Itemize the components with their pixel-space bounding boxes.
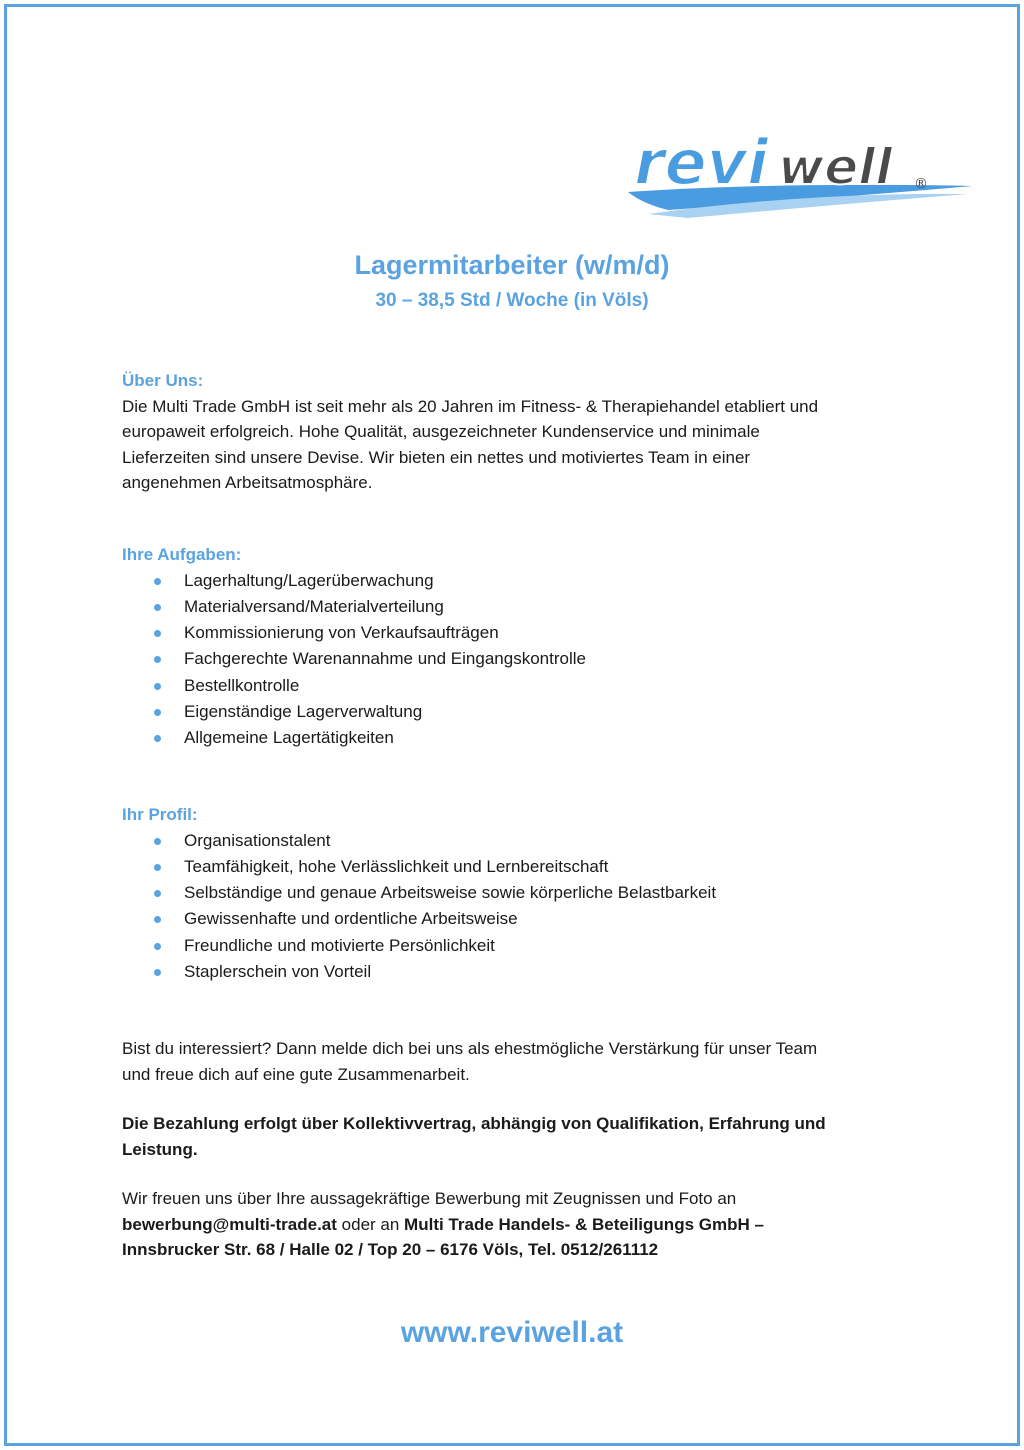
bullet-icon (154, 864, 161, 871)
list-item: Fachgerechte Warenannahme und Eingangskontrolle (122, 646, 912, 672)
logo-text-revi: revi (634, 126, 769, 199)
about-text-line: Die Multi Trade GmbH ist seit mehr als 20 Jahren im Fitness- & Therapiehandel etabliert und (122, 396, 819, 416)
tasks-heading: Ihre Aufgaben: (122, 545, 242, 564)
logo-text-well: well (778, 138, 893, 196)
contact-line (122, 1212, 912, 1238)
bullet-icon (154, 838, 161, 845)
bullet-icon (154, 916, 161, 923)
list-item: Gewissenhafte und ordentliche Arbeitsweise (122, 906, 912, 932)
contact-intro: Wir freuen uns über Ihre aussagekräftige Bewerbung mit Zeugnissen und Foto an (122, 1189, 737, 1208)
list-item: Kommissionierung von Verkaufsaufträgen (122, 620, 912, 646)
contact-address: Innsbrucker Str. 68 / Halle 02 / Top 20 – 6176 Völs, Tel. 0512/261112 (122, 1240, 659, 1259)
interest-line: Bist du interessiert? Dann melde dich bei uns als ehestmögliche Verstärkung für unser Team (122, 1039, 818, 1058)
bullet-icon (154, 943, 161, 950)
list-item: Organisationstalent (122, 828, 912, 854)
about-heading: Über Uns: (122, 371, 204, 390)
bullet-icon (154, 683, 161, 690)
contact-company: Multi Trade Handels- & Beteiligungs GmbH – (404, 1214, 764, 1234)
job-subtitle: 30 – 38,5 Std / Woche (in Völs) (375, 290, 649, 311)
list-item: Eigenständige Lagerverwaltung (122, 699, 912, 725)
website-link[interactable]: www.reviwell.at (400, 1316, 624, 1349)
contact-paragraph (122, 1186, 912, 1263)
about-section (122, 368, 912, 496)
payment-line: Die Bezahlung erfolgt über Kollektivvertrag, abhängig von Qualifikation, Erfahrung und (122, 1114, 826, 1133)
job-title: Lagermitarbeiter (w/m/d) (354, 250, 670, 280)
reviwell-logo (628, 122, 978, 222)
about-text-line: europaweit erfolgreich. Hohe Qualität, ausgezeichneter Kundenservice und minimale (122, 422, 760, 441)
profile-list (122, 828, 912, 986)
payment-line: Leistung. (122, 1139, 198, 1159)
interest-line: und freue dich auf eine gute Zusammenarbeit. (122, 1064, 470, 1084)
list-item: Staplerschein von Vorteil (122, 959, 912, 985)
logo-registered-mark: ® (914, 176, 928, 192)
payment-paragraph (122, 1111, 912, 1162)
list-item: Selbständige und genaue Arbeitsweise sowie körperliche Belastbarkeit (122, 880, 912, 906)
bullet-icon (154, 709, 161, 716)
bullet-icon (154, 969, 161, 976)
profile-section (122, 802, 912, 985)
list-item: Freundliche und motivierte Persönlichkeit (122, 933, 912, 959)
bullet-icon (154, 578, 161, 585)
about-text-line: Lieferzeiten sind unsere Devise. Wir bieten ein nettes und motiviertes Team in einer (122, 447, 751, 467)
about-text-line: angenehmen Arbeitsatmosphäre. (122, 473, 373, 492)
list-item: Teamfähigkeit, hohe Verlässlichkeit und Lernbereitschaft (122, 854, 912, 880)
bullet-icon (154, 656, 161, 663)
interest-paragraph (122, 1036, 912, 1087)
list-item: Materialversand/Materialverteilung (122, 594, 912, 620)
contact-connector: oder an (336, 1214, 405, 1234)
tasks-list (122, 568, 912, 752)
tasks-section (122, 542, 912, 752)
contact-email-link[interactable]: bewerbung@multi-trade.at (122, 1214, 337, 1234)
list-item: Allgemeine Lagertätigkeiten (122, 725, 912, 751)
list-item: Lagerhaltung/Lagerüberwachung (122, 568, 912, 594)
bullet-icon (154, 630, 161, 637)
bullet-icon (154, 735, 161, 742)
bullet-icon (154, 604, 161, 611)
profile-heading: Ihr Profil: (122, 805, 198, 824)
bullet-icon (154, 890, 161, 897)
list-item: Bestellkontrolle (122, 673, 912, 699)
